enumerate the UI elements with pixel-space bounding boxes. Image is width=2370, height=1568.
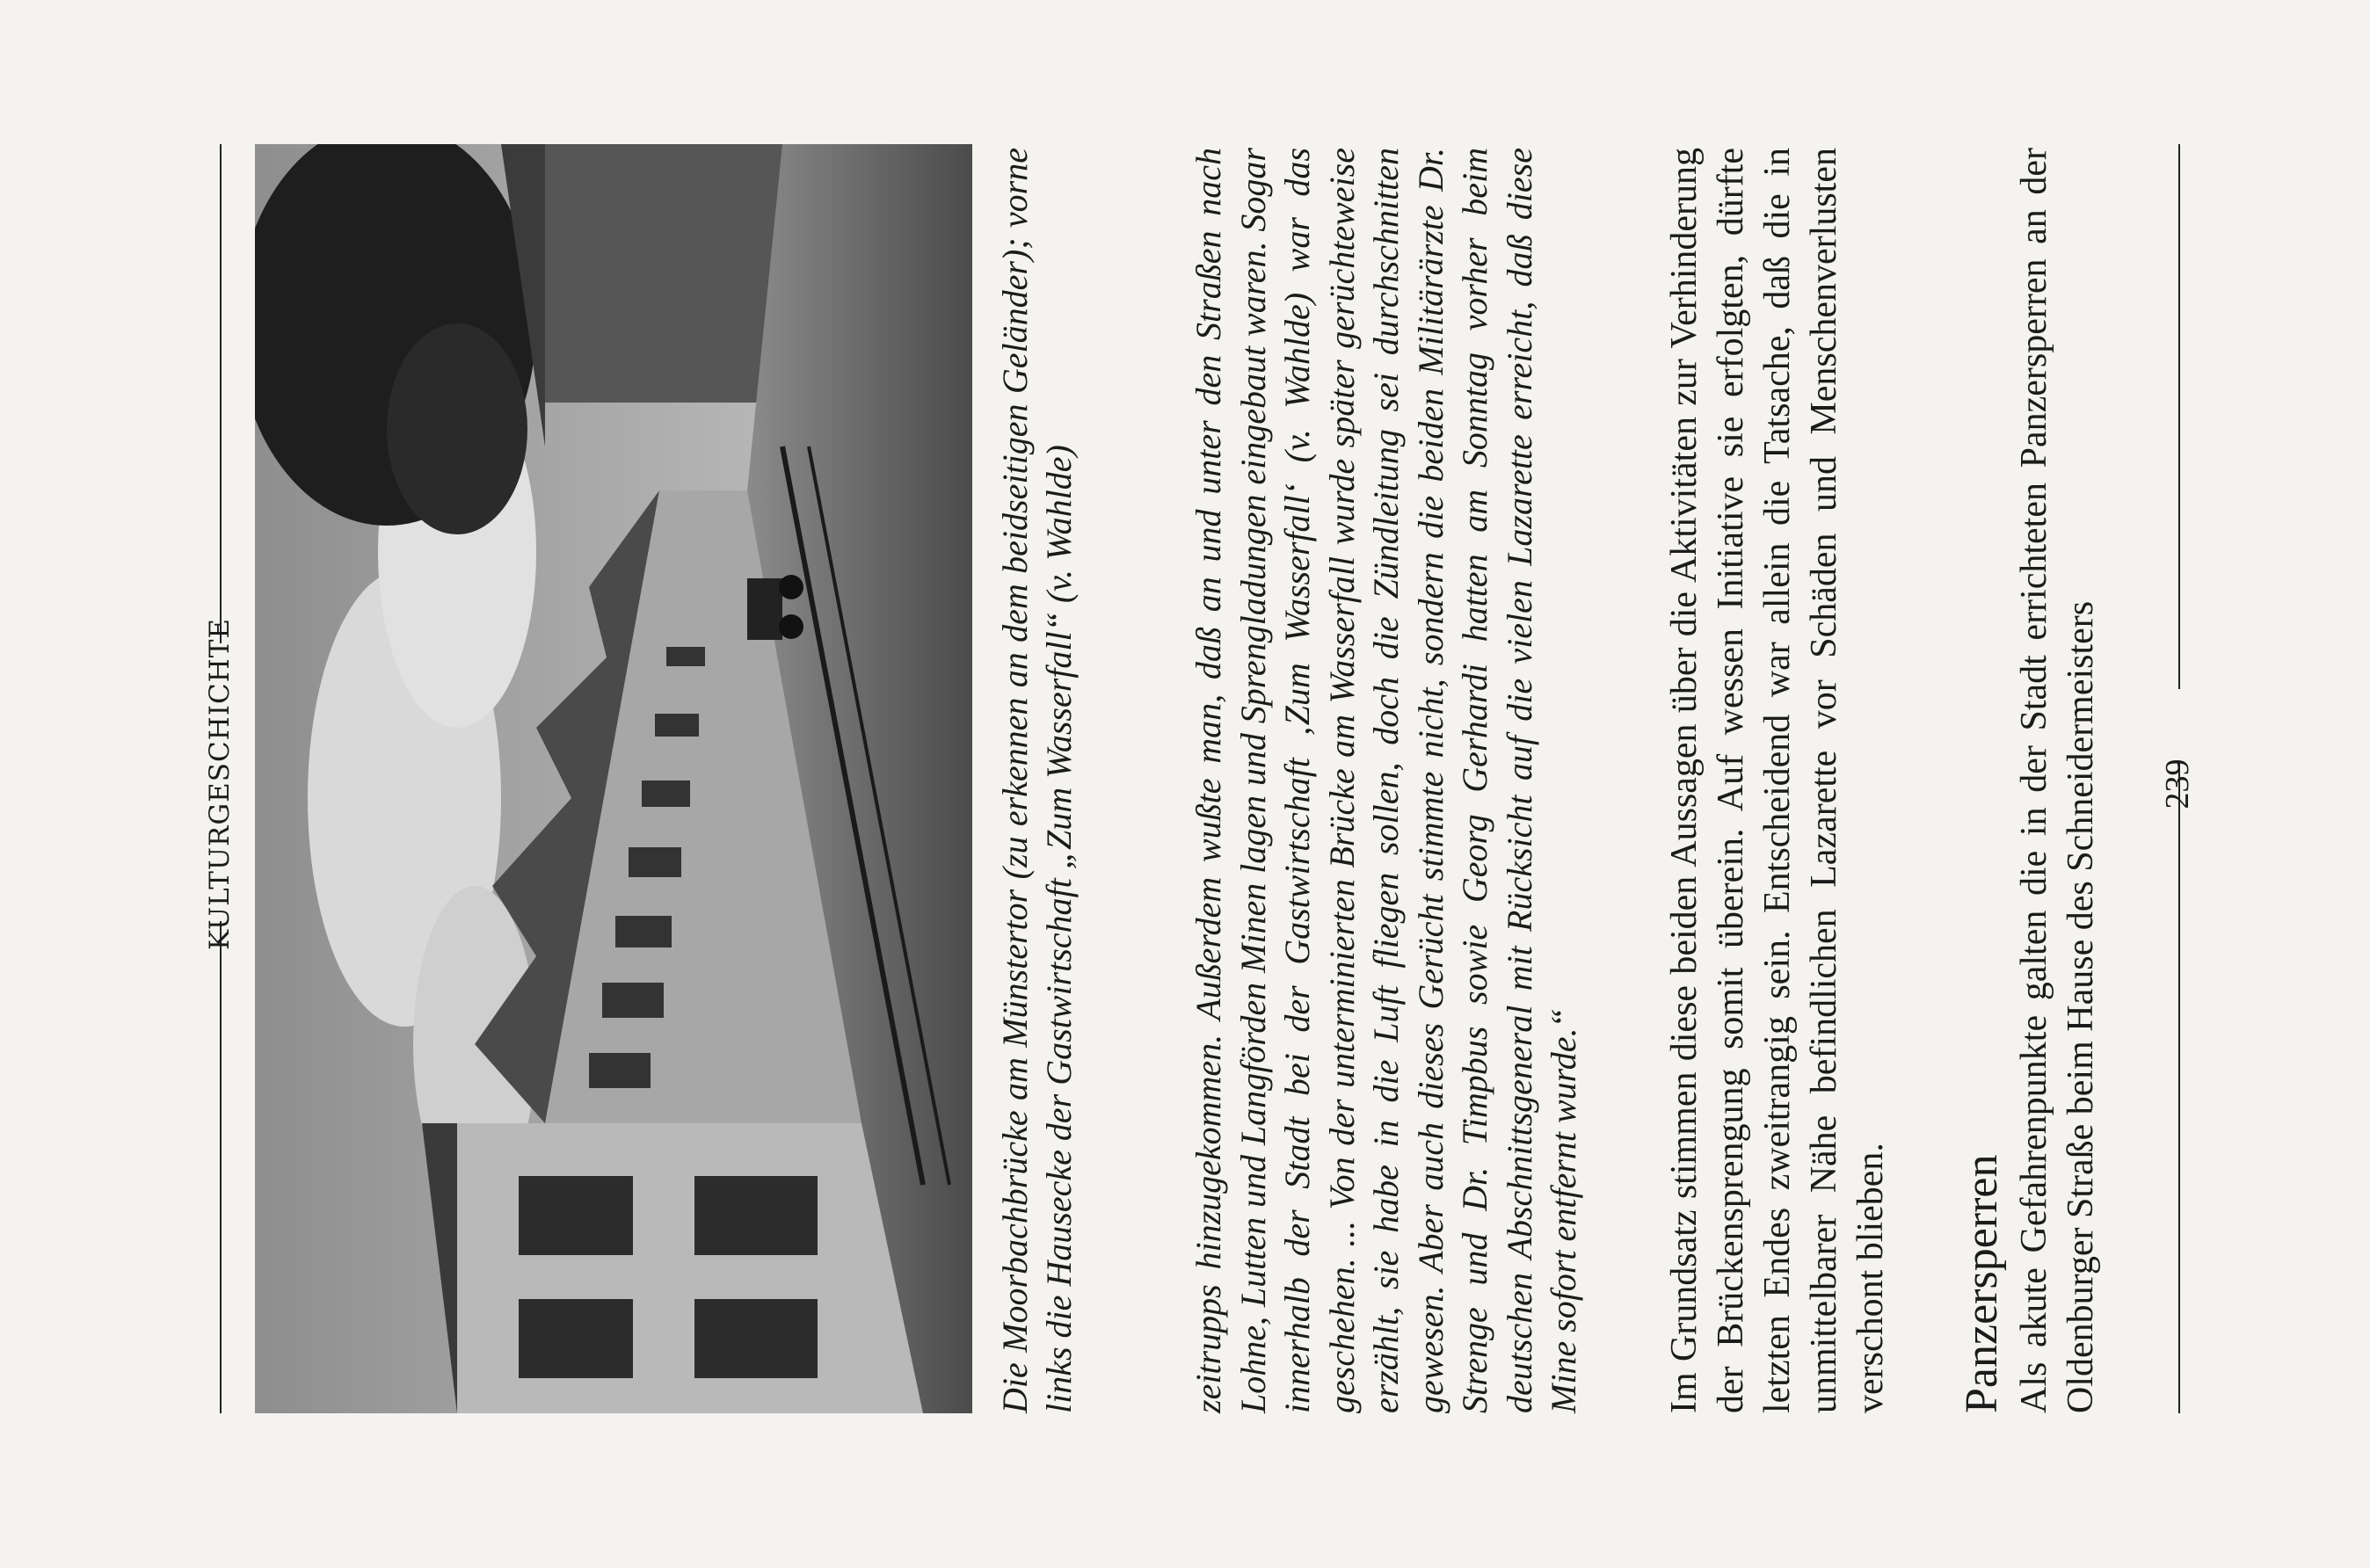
figure-caption: Die Moorbachbrücke am Münstertor (zu erkennen an dem beidseitigen Geländer); vorne links die Hausecke der Gastwirtschaft „Zum Wasserfall“ (v. Wahlde) (995, 148, 1079, 1413)
historic-photo (255, 144, 972, 1413)
section-paragraph: Als akute Gefahrenpunkte galten die in der Stadt errichteten Panzersperren an der Oldenburger Straße beim Hause des Schneidermeisters (2014, 148, 2101, 1413)
quoted-passage: zeitrupps hinzugekommen. Außerdem wußte man, daß an und unter den Straßen nach Lohne, Lutten und Langförden Minen lagen und Sprengladungen eingebaut waren. Sogar innerhalb der Stadt bei der Gastwirtschaft ‚Zum Wasserfall‘ (v. Wahlde) war das geschehen. ... Von der unterminierten Brücke am Wasserfall wurde später gerüchteweise erzählt, sie habe in die Luft fliegen sollen, doch die Zündleitung sei durchschnitten gewesen. Aber auch dieses Gerücht stimmte nicht, sondern die beiden Militärärzte Dr. Strenge und Dr. Timpbus sowie Georg Gerhardi hatten am Sonntag vorher beim deutschen Abschnittsgeneral mit Rücksicht auf die vielen Lazarette erreicht, daß diese Mine sofort entfernt wurde.“ (1189, 148, 1583, 1413)
page-number: 239 (2159, 759, 2196, 809)
section-heading: Panzersperren (1957, 1154, 2007, 1413)
running-header: KULTURGESCHICHTE (204, 617, 236, 951)
body-paragraph: Im Grundsatz stimmen diese beiden Aussagen über die Aktivitäten zur Verhinderung der Brückensprengung somit überein. Auf wessen Initiative sie erfolgten, dürfte letzten Endes zweitrangig sein. Entscheidend war allein die Tatsache, daß die in unmittelbarer Nähe befindlichen Lazarette vor Schäden und Menschenverlusten verschont blieben. (1664, 148, 1891, 1413)
